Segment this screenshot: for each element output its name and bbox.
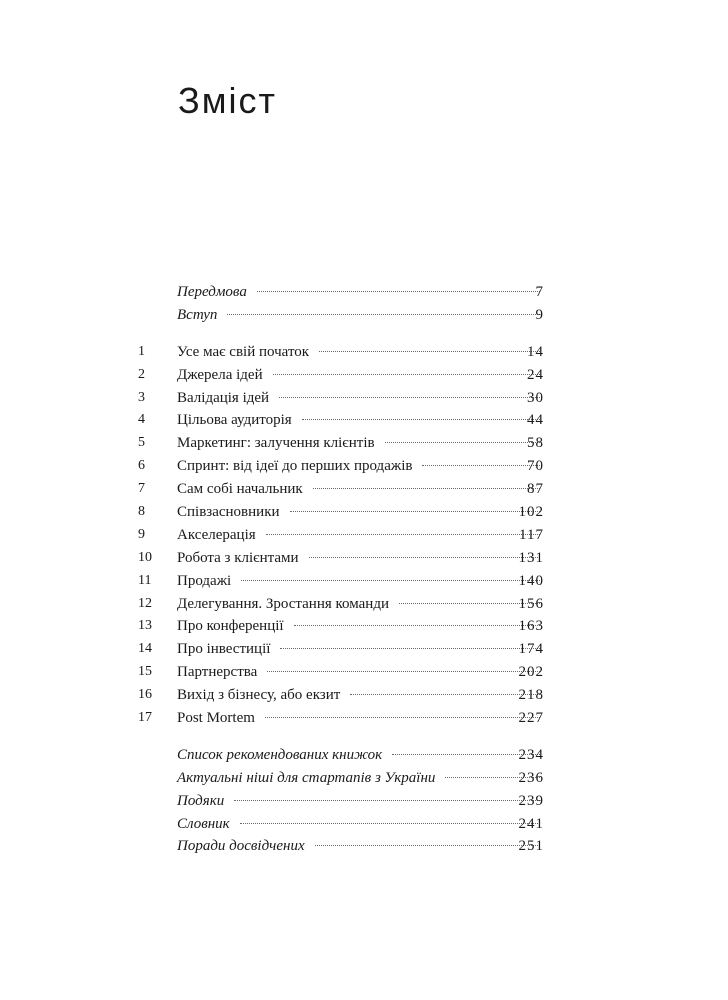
chapter-title: Співзасновники <box>177 504 280 521</box>
chapter-title: Словник <box>177 815 230 832</box>
dot-leader <box>265 717 540 718</box>
toc-row[interactable] <box>0 547 728 570</box>
page-title: Зміст <box>178 80 277 121</box>
dot-leader <box>267 671 540 672</box>
toc-entry <box>177 813 544 836</box>
chapter-title: Список рекомендованих книжок <box>177 746 383 763</box>
dot-leader <box>227 314 540 315</box>
dot-leader <box>273 374 540 375</box>
toc-entry <box>177 615 544 638</box>
toc-row[interactable] <box>0 455 728 478</box>
chapter-title: Поради досвідчених <box>177 838 305 855</box>
page-number: 218 <box>518 687 544 704</box>
chapter-number: 2 <box>138 366 145 382</box>
chapter-title: Подяки <box>177 792 225 809</box>
toc-entry <box>177 790 544 813</box>
page-number: 44 <box>527 412 544 429</box>
page-number: 14 <box>527 343 544 360</box>
chapter-title: Маркетинг: залучення клієнтів <box>177 435 375 452</box>
chapter-number: 7 <box>138 481 145 497</box>
toc-group <box>0 744 728 858</box>
chapter-title: Робота з клієнтами <box>177 549 299 566</box>
toc-row[interactable] <box>0 767 728 790</box>
chapter-title: Продажі <box>177 572 232 589</box>
toc-row[interactable] <box>0 432 728 455</box>
page-number: 251 <box>518 838 544 855</box>
page-number: 234 <box>518 746 544 763</box>
dot-leader <box>279 397 540 398</box>
toc-entry <box>177 387 544 410</box>
page-number: 58 <box>527 435 544 452</box>
toc-row[interactable] <box>0 524 728 547</box>
chapter-title: Акселерація <box>177 526 256 543</box>
page-number: 117 <box>519 526 544 543</box>
chapter-number: 16 <box>138 687 152 703</box>
chapter-number: 1 <box>138 343 145 359</box>
toc-row[interactable] <box>0 387 728 410</box>
page-number: 7 <box>535 284 544 300</box>
chapter-number: 10 <box>138 549 152 565</box>
toc-row[interactable] <box>0 593 728 616</box>
chapter-title: Делегування. Зростання команди <box>177 595 389 612</box>
toc-row[interactable] <box>0 478 728 501</box>
dot-leader <box>290 511 540 512</box>
chapter-number: 8 <box>138 504 145 520</box>
toc-entry <box>177 455 544 478</box>
page-number: 30 <box>527 389 544 406</box>
toc-entry <box>177 432 544 455</box>
chapter-number: 13 <box>138 618 152 634</box>
chapter-title: Post Mortem <box>177 710 255 727</box>
toc-row[interactable] <box>0 615 728 638</box>
toc-entry <box>177 304 544 327</box>
chapter-title: Про конференції <box>177 618 284 635</box>
toc-row[interactable] <box>0 409 728 432</box>
toc-entry <box>177 341 544 364</box>
chapter-title: Джерела ідей <box>177 366 263 383</box>
page-number: 156 <box>518 595 544 612</box>
toc-row[interactable] <box>0 790 728 813</box>
page-number: 140 <box>518 572 544 589</box>
page-number: 87 <box>527 481 544 498</box>
page-number: 24 <box>527 366 544 383</box>
page-number: 241 <box>518 815 544 832</box>
page-number: 174 <box>518 641 544 658</box>
toc-entry <box>177 684 544 707</box>
dot-leader <box>257 291 540 292</box>
chapter-title: Передмова <box>177 284 247 300</box>
chapter-number: 4 <box>138 412 145 428</box>
toc-entry <box>177 547 544 570</box>
toc-entry <box>177 281 544 304</box>
chapter-title: Спринт: від ідеї до перших продажів <box>177 458 413 475</box>
chapter-title: Сам собі начальник <box>177 481 303 498</box>
toc-entry <box>177 835 544 858</box>
chapter-title: Усе має свій початок <box>177 343 310 360</box>
chapter-title: Про інвестиції <box>177 641 271 658</box>
page-number: 227 <box>518 710 544 727</box>
chapter-title: Вступ <box>177 306 218 323</box>
page-number: 102 <box>518 504 544 521</box>
toc-entry <box>177 409 544 432</box>
chapter-number: 12 <box>138 595 152 611</box>
table-of-contents <box>0 281 728 858</box>
toc-row[interactable] <box>0 570 728 593</box>
chapter-title: Цільова аудиторія <box>177 412 292 429</box>
toc-row[interactable] <box>0 661 728 684</box>
toc-entry <box>177 593 544 616</box>
toc-group <box>0 341 728 730</box>
page-number: 163 <box>518 618 544 635</box>
chapter-title: Актуальні ніші для стартапів з України <box>177 769 436 786</box>
toc-group <box>0 281 728 327</box>
toc-row[interactable] <box>0 341 728 364</box>
chapter-title: Партнерства <box>177 664 258 681</box>
dot-leader <box>241 580 540 581</box>
toc-entry <box>177 744 544 767</box>
toc-entry <box>177 570 544 593</box>
chapter-number: 17 <box>138 710 152 726</box>
chapter-number: 6 <box>138 458 145 474</box>
chapter-number: 11 <box>138 572 152 588</box>
toc-entry <box>177 767 544 790</box>
toc-row[interactable] <box>0 813 728 836</box>
dot-leader <box>266 534 540 535</box>
page-number: 70 <box>527 458 544 475</box>
toc-row[interactable] <box>0 501 728 524</box>
toc-entry <box>177 364 544 387</box>
chapter-title: Вихід з бізнесу, або екзит <box>177 687 341 704</box>
chapter-number: 14 <box>138 641 152 657</box>
toc-row[interactable] <box>0 638 728 661</box>
toc-entry <box>177 524 544 547</box>
toc-entry <box>177 501 544 524</box>
toc-row[interactable] <box>0 707 728 730</box>
toc-row[interactable] <box>0 281 728 304</box>
chapter-number: 5 <box>138 435 145 451</box>
toc-entry <box>177 478 544 501</box>
chapter-number: 15 <box>138 664 152 680</box>
toc-row[interactable] <box>0 684 728 707</box>
toc-entry <box>177 638 544 661</box>
chapter-number: 3 <box>138 389 145 405</box>
toc-entry <box>177 707 544 730</box>
chapter-title: Валідація ідей <box>177 389 270 406</box>
dot-leader <box>240 823 540 824</box>
dot-leader <box>234 800 540 801</box>
toc-row[interactable] <box>0 835 728 858</box>
dot-leader <box>280 648 540 649</box>
page-number: 236 <box>518 769 544 786</box>
chapter-number: 9 <box>138 526 145 542</box>
page-number: 131 <box>518 549 544 566</box>
toc-row[interactable] <box>0 744 728 767</box>
toc-row[interactable] <box>0 364 728 387</box>
toc-row[interactable] <box>0 304 728 327</box>
page-number: 9 <box>535 306 544 323</box>
page-number: 202 <box>518 664 544 681</box>
page-number: 239 <box>518 792 544 809</box>
toc-entry <box>177 661 544 684</box>
